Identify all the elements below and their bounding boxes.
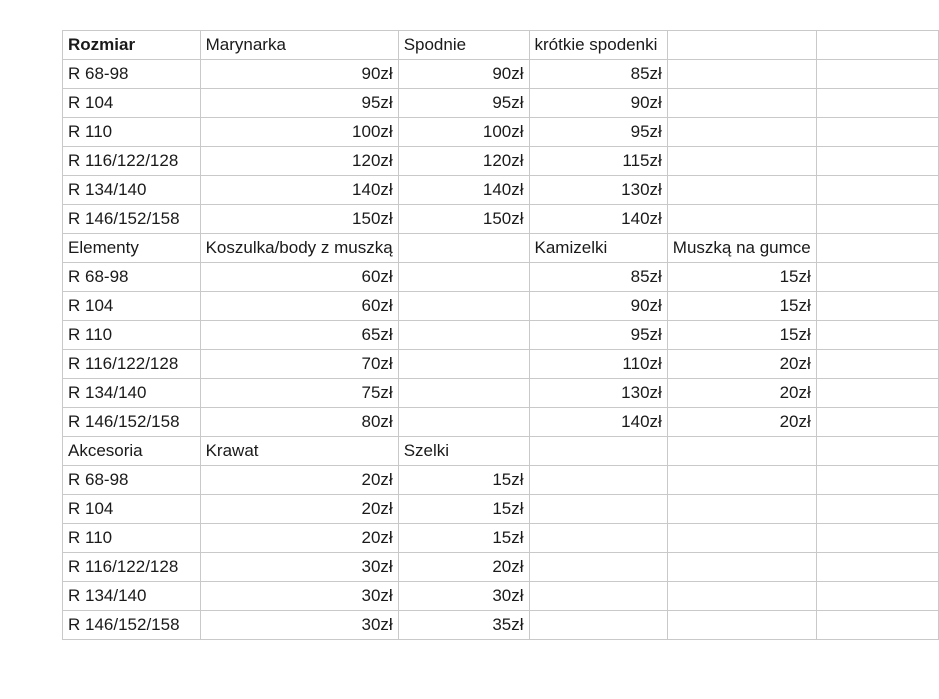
- price-cell: [816, 408, 938, 437]
- price-cell: 150zł: [398, 205, 529, 234]
- price-cell: [667, 524, 816, 553]
- table-row: [63, 379, 939, 408]
- size-label-cell: R 104: [63, 89, 201, 118]
- price-cell: [667, 553, 816, 582]
- size-label-cell: R 134/140: [63, 176, 201, 205]
- size-label-cell: R 68-98: [63, 263, 201, 292]
- table-row: [63, 176, 939, 205]
- price-cell: [667, 60, 816, 89]
- price-cell: [398, 321, 529, 350]
- price-cell: [398, 263, 529, 292]
- price-cell: 20zł: [200, 466, 398, 495]
- price-cell: 15zł: [398, 495, 529, 524]
- column-header-cell: krótkie spodenki: [529, 31, 667, 60]
- size-label-cell: R 146/152/158: [63, 408, 201, 437]
- size-label-cell: R 104: [63, 495, 201, 524]
- column-header-cell: [667, 31, 816, 60]
- price-cell: [529, 495, 667, 524]
- price-cell: 15zł: [398, 524, 529, 553]
- price-cell: [816, 524, 938, 553]
- price-cell: 90zł: [398, 60, 529, 89]
- price-cell: 20zł: [398, 553, 529, 582]
- price-cell: 85zł: [529, 263, 667, 292]
- table-row: [63, 147, 939, 176]
- column-header-cell: [398, 234, 529, 263]
- section-title-cell: Rozmiar: [63, 31, 201, 60]
- price-cell: 15zł: [667, 292, 816, 321]
- table-row: [63, 524, 939, 553]
- column-header-cell: Szelki: [398, 437, 529, 466]
- size-label-cell: R 134/140: [63, 379, 201, 408]
- section-header-row: [63, 31, 939, 60]
- price-cell: 60zł: [200, 292, 398, 321]
- price-cell: [667, 118, 816, 147]
- price-cell: [529, 553, 667, 582]
- price-table-body: [63, 31, 939, 640]
- size-label-cell: R 116/122/128: [63, 553, 201, 582]
- price-cell: 65zł: [200, 321, 398, 350]
- table-row: [63, 350, 939, 379]
- price-cell: 150zł: [200, 205, 398, 234]
- price-cell: [816, 553, 938, 582]
- size-label-cell: R 68-98: [63, 466, 201, 495]
- price-cell: [816, 118, 938, 147]
- price-cell: 120zł: [398, 147, 529, 176]
- price-cell: [816, 350, 938, 379]
- price-cell: 30zł: [200, 611, 398, 640]
- price-cell: 20zł: [200, 524, 398, 553]
- price-cell: [667, 611, 816, 640]
- price-cell: 70zł: [200, 350, 398, 379]
- price-cell: 95zł: [529, 118, 667, 147]
- table-row: [63, 205, 939, 234]
- table-row: [63, 292, 939, 321]
- section-title-cell: Akcesoria: [63, 437, 201, 466]
- price-cell: [529, 582, 667, 611]
- price-table: [62, 30, 939, 640]
- price-cell: 95zł: [398, 89, 529, 118]
- table-row: [63, 118, 939, 147]
- price-cell: 35zł: [398, 611, 529, 640]
- table-row: [63, 89, 939, 118]
- size-label-cell: R 104: [63, 292, 201, 321]
- table-row: [63, 321, 939, 350]
- price-cell: [816, 321, 938, 350]
- column-header-cell: [529, 437, 667, 466]
- price-cell: 90zł: [529, 89, 667, 118]
- table-row: [63, 611, 939, 640]
- size-label-cell: R 110: [63, 118, 201, 147]
- column-header-cell: Koszulka/body z muszką: [200, 234, 398, 263]
- price-cell: [398, 292, 529, 321]
- price-cell: 75zł: [200, 379, 398, 408]
- price-cell: [667, 466, 816, 495]
- column-header-cell: [816, 234, 938, 263]
- price-cell: 100zł: [200, 118, 398, 147]
- price-cell: 140zł: [529, 205, 667, 234]
- size-label-cell: R 116/122/128: [63, 350, 201, 379]
- price-cell: [816, 60, 938, 89]
- price-cell: [816, 292, 938, 321]
- price-cell: 30zł: [200, 582, 398, 611]
- price-cell: [816, 582, 938, 611]
- price-cell: 100zł: [398, 118, 529, 147]
- column-header-cell: [667, 437, 816, 466]
- price-cell: 15zł: [667, 321, 816, 350]
- column-header-cell: Marynarka: [200, 31, 398, 60]
- price-cell: 60zł: [200, 263, 398, 292]
- price-cell: [816, 147, 938, 176]
- price-cell: 20zł: [667, 408, 816, 437]
- price-cell: 20zł: [667, 350, 816, 379]
- table-row: [63, 466, 939, 495]
- price-cell: [398, 379, 529, 408]
- price-cell: 130zł: [529, 379, 667, 408]
- price-cell: 85zł: [529, 60, 667, 89]
- price-cell: 120zł: [200, 147, 398, 176]
- price-cell: [667, 582, 816, 611]
- column-header-cell: Kamizelki: [529, 234, 667, 263]
- price-cell: 20zł: [667, 379, 816, 408]
- price-cell: [816, 495, 938, 524]
- price-cell: [816, 379, 938, 408]
- column-header-cell: [816, 437, 938, 466]
- section-title-cell: Elementy: [63, 234, 201, 263]
- price-cell: [816, 263, 938, 292]
- price-cell: [667, 495, 816, 524]
- price-cell: 140zł: [200, 176, 398, 205]
- price-cell: [816, 611, 938, 640]
- price-cell: 30zł: [398, 582, 529, 611]
- price-cell: [529, 466, 667, 495]
- table-row: [63, 582, 939, 611]
- price-cell: [816, 466, 938, 495]
- price-cell: 90zł: [200, 60, 398, 89]
- size-label-cell: R 110: [63, 321, 201, 350]
- price-cell: 130zł: [529, 176, 667, 205]
- price-cell: [398, 408, 529, 437]
- table-row: [63, 408, 939, 437]
- column-header-cell: Muszką na gumce: [667, 234, 816, 263]
- size-label-cell: R 146/152/158: [63, 611, 201, 640]
- section-header-row: [63, 437, 939, 466]
- price-cell: 15zł: [667, 263, 816, 292]
- size-label-cell: R 116/122/128: [63, 147, 201, 176]
- price-cell: 140zł: [398, 176, 529, 205]
- price-cell: 15zł: [398, 466, 529, 495]
- price-cell: 140zł: [529, 408, 667, 437]
- table-row: [63, 263, 939, 292]
- table-row: [63, 553, 939, 582]
- column-header-cell: [816, 31, 938, 60]
- price-cell: [667, 205, 816, 234]
- table-row: [63, 495, 939, 524]
- price-cell: 20zł: [200, 495, 398, 524]
- column-header-cell: Krawat: [200, 437, 398, 466]
- price-cell: 30zł: [200, 553, 398, 582]
- column-header-cell: Spodnie: [398, 31, 529, 60]
- price-cell: [529, 611, 667, 640]
- size-label-cell: R 134/140: [63, 582, 201, 611]
- price-cell: [816, 176, 938, 205]
- price-cell: [816, 205, 938, 234]
- size-label-cell: R 110: [63, 524, 201, 553]
- price-cell: [529, 524, 667, 553]
- size-label-cell: R 68-98: [63, 60, 201, 89]
- price-cell: 115zł: [529, 147, 667, 176]
- size-label-cell: R 146/152/158: [63, 205, 201, 234]
- price-cell: [667, 147, 816, 176]
- price-cell: [816, 89, 938, 118]
- price-cell: [667, 176, 816, 205]
- table-row: [63, 60, 939, 89]
- price-cell: 80zł: [200, 408, 398, 437]
- price-cell: 90zł: [529, 292, 667, 321]
- price-cell: [398, 350, 529, 379]
- price-cell: 95zł: [200, 89, 398, 118]
- section-header-row: [63, 234, 939, 263]
- price-cell: [667, 89, 816, 118]
- price-cell: 110zł: [529, 350, 667, 379]
- price-cell: 95zł: [529, 321, 667, 350]
